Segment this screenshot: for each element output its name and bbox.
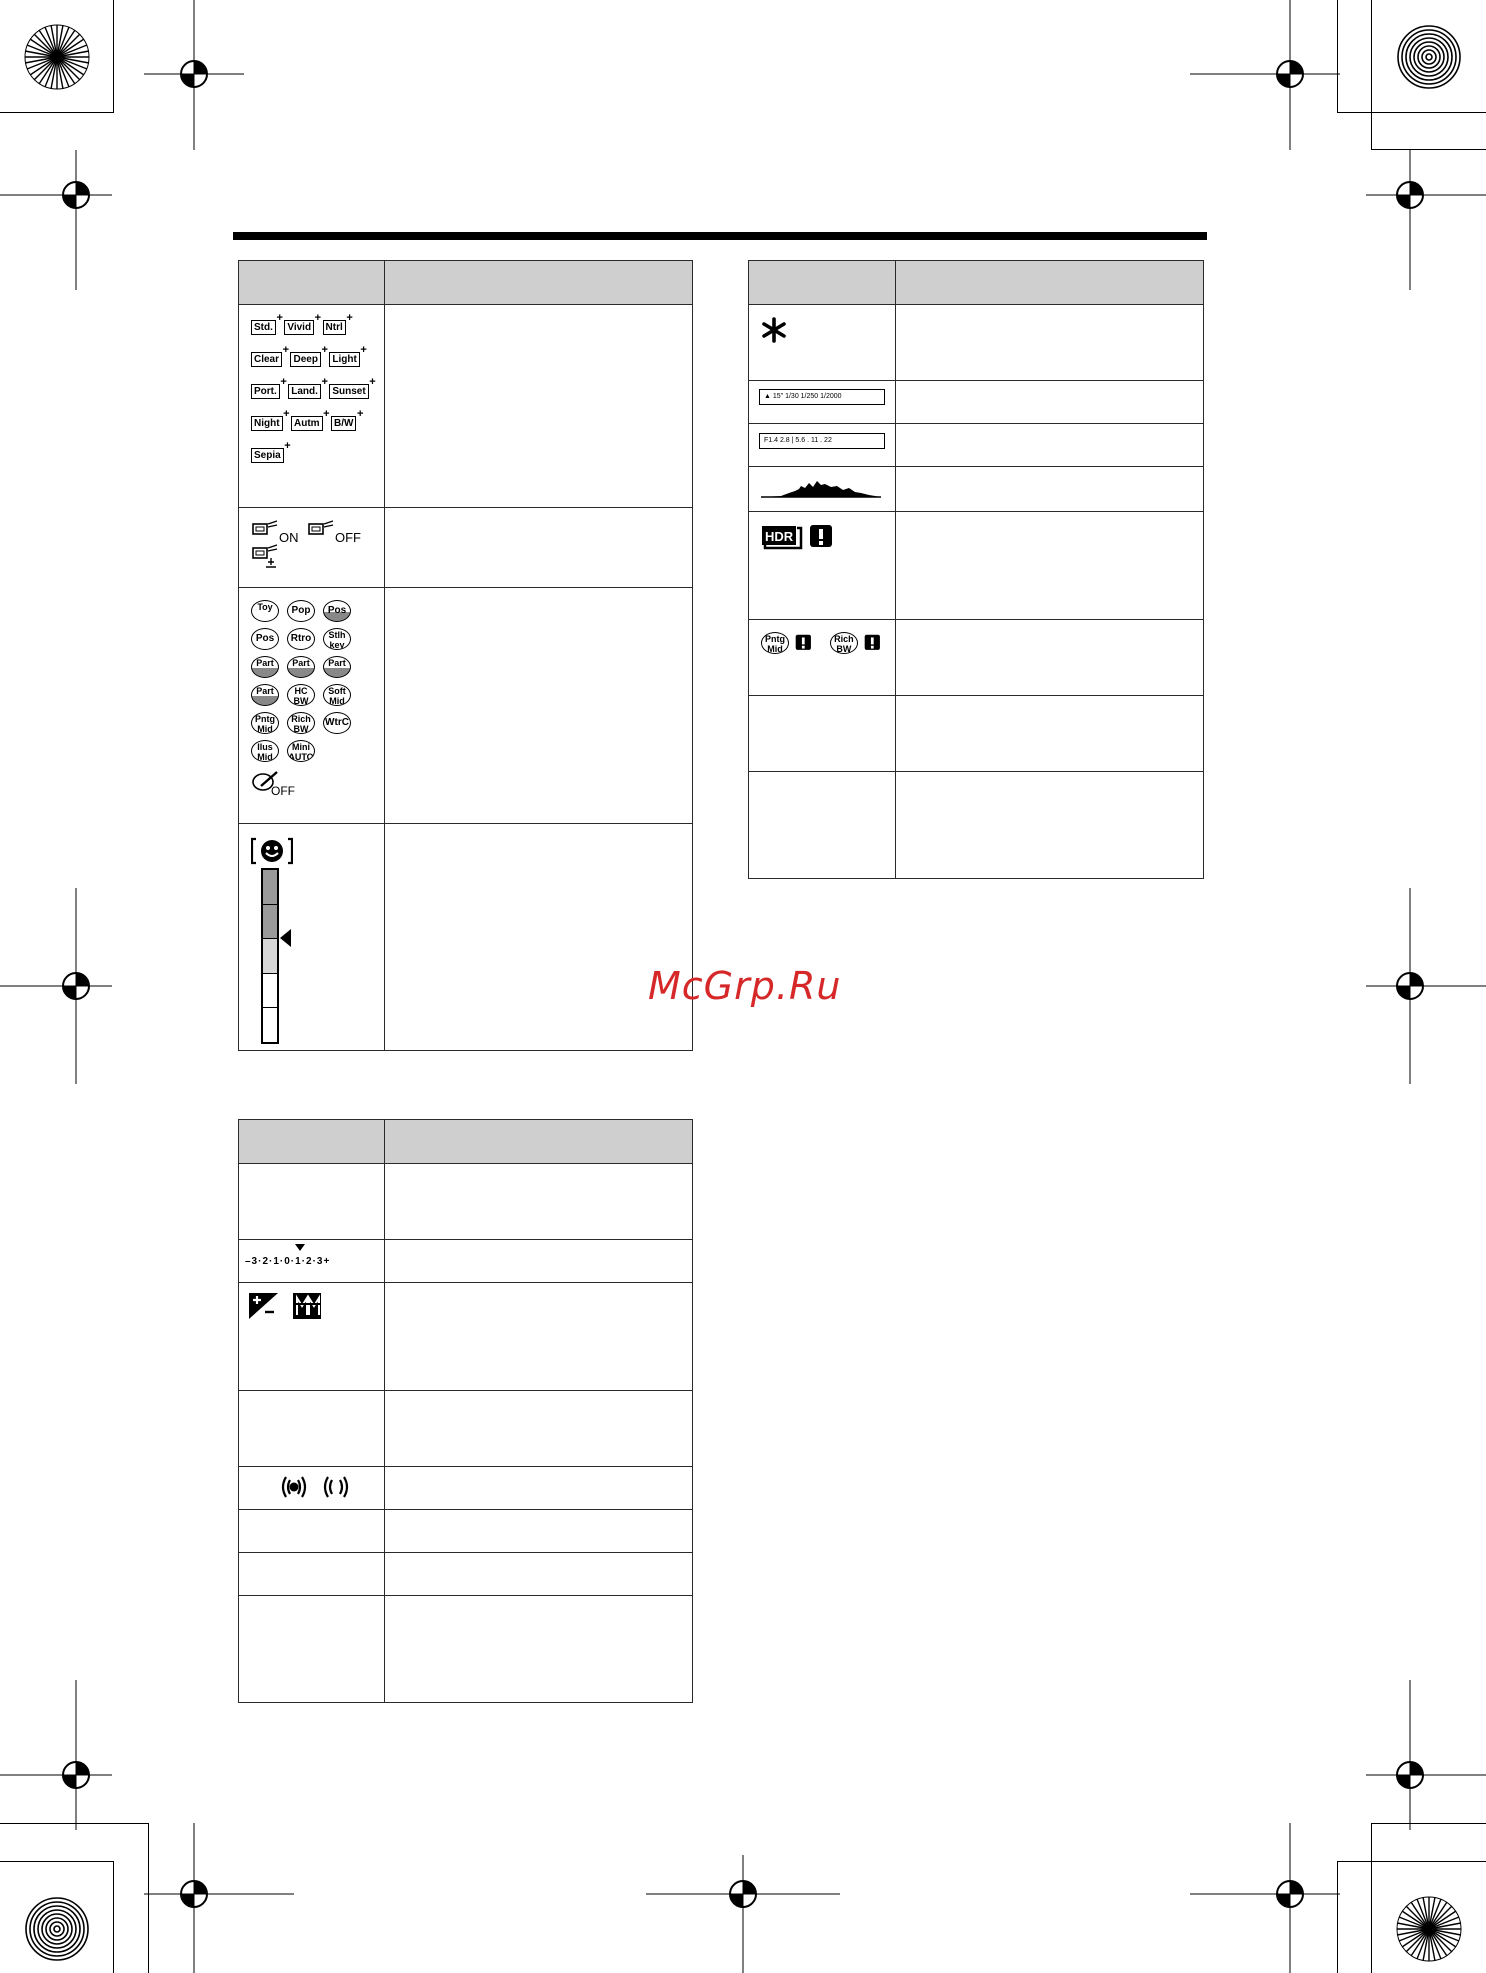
- effect-icon: Mini AUTO: [288, 742, 314, 762]
- indicator-table-left-top: [238, 260, 693, 1051]
- shutter-speed-scale: ▲ 15" 1/30 1/250 1/2000: [759, 389, 885, 405]
- picture-effect-icons: [239, 588, 385, 824]
- table-header-indication: [385, 1120, 693, 1164]
- description-cell: [385, 508, 693, 588]
- table-header-display: [749, 261, 896, 305]
- effect-icon: HC BW: [287, 684, 315, 706]
- picture-style-tag: Sunset +: [329, 384, 368, 399]
- description-cell: [385, 588, 693, 824]
- crosshair-registration-icon: [646, 1855, 840, 1973]
- description-cell: [896, 696, 1204, 772]
- flash-mode-icons: [239, 508, 385, 588]
- description-cell: [896, 467, 1204, 512]
- concentric-target-icon: [1396, 24, 1462, 90]
- effect-icon: Part: [287, 656, 315, 678]
- effect-icon: Part: [323, 656, 351, 678]
- effect-icon: Part: [251, 656, 279, 678]
- concentric-target-icon: [24, 1896, 90, 1962]
- meter-level-pointer-icon: [280, 929, 292, 947]
- aperture-scale: [759, 433, 885, 449]
- picture-style-icons: [239, 305, 385, 508]
- shutter-scale-cell: [749, 381, 896, 424]
- aperture-scale-cell: [749, 424, 896, 467]
- description-cell: [385, 1283, 693, 1391]
- flash-off-icon: [307, 520, 367, 544]
- picture-effect-warning-cell: [749, 620, 896, 696]
- indicator-table-right-top: [748, 260, 1204, 879]
- ev-scale-pointer-icon: [295, 1244, 305, 1252]
- description-cell: [385, 1391, 693, 1467]
- description-cell: [385, 824, 693, 1051]
- picture-style-tag: Vivid +: [284, 320, 314, 335]
- description-cell: [385, 1553, 693, 1596]
- flash-auto-icon: [251, 544, 291, 570]
- ev-scale: –3·2·1·0·1·2·3+: [245, 1256, 331, 1267]
- picture-style-tag: Autm +: [291, 416, 323, 431]
- crosshair-registration-icon: [1366, 888, 1486, 1084]
- ae-lock-cell: [749, 305, 896, 381]
- effect-off-label: OFF: [271, 784, 295, 796]
- effect-icon: Rtro: [287, 628, 315, 650]
- empty-icon-cell: [239, 1596, 385, 1703]
- table-header-display: [239, 1120, 385, 1164]
- aperture-scale-text: F1.4 2.8 | 5.6 . 11 . 22: [764, 437, 832, 444]
- empty-icon-cell: [749, 696, 896, 772]
- steadyshot-warning-icon: [321, 1475, 351, 1499]
- picture-style-tag: Night +: [251, 416, 283, 431]
- effect-icon: Pop: [287, 600, 315, 622]
- steadyshot-cell: [239, 1467, 385, 1510]
- exposure-compensation-cell: [239, 1283, 385, 1391]
- crosshair-registration-icon: [1190, 0, 1340, 150]
- warning-exclamation-icon: [864, 634, 882, 652]
- effect-icon: Pos: [323, 600, 351, 622]
- table-header-indication: [385, 261, 693, 305]
- auto-hdr-warning-cell: [749, 512, 896, 620]
- empty-icon-cell: [239, 1553, 385, 1596]
- warning-exclamation-icon: [809, 524, 835, 550]
- description-cell: [385, 1164, 693, 1240]
- histogram-icon: [761, 471, 881, 499]
- description-cell: [896, 512, 1204, 620]
- table-header-display: [239, 261, 385, 305]
- effect-icon: Ilus Mid: [251, 740, 279, 762]
- effect-icon: Part: [251, 684, 279, 706]
- description-cell: [385, 1510, 693, 1553]
- histogram-cell: [749, 467, 896, 512]
- description-cell: [896, 305, 1204, 381]
- watermark: McGrp.Ru: [648, 964, 842, 1008]
- effect-icon: Pos: [251, 628, 279, 650]
- flash-on-label: ON: [279, 530, 299, 544]
- effect-icon: Rich BW: [287, 712, 315, 734]
- effect-icon: Pntg Mid: [761, 632, 789, 654]
- description-cell: [896, 772, 1204, 879]
- flash-on-icon: [251, 520, 299, 544]
- effect-icon: WtrC: [323, 712, 351, 734]
- smile-face-icon: [251, 836, 293, 866]
- effect-icon: Toy: [251, 600, 279, 622]
- effect-icon: Rich BW: [830, 632, 858, 654]
- empty-icon-cell: [239, 1391, 385, 1467]
- empty-icon-cell: [749, 772, 896, 879]
- smile-sensitivity-meter: [261, 868, 279, 1044]
- metered-manual-icon: [293, 1293, 323, 1319]
- shutter-scale-text: 15" 1/30 1/250 1/2000: [772, 393, 842, 400]
- hdr-label: HDR: [765, 529, 794, 544]
- registration-rosette-icon: [24, 24, 90, 90]
- exposure-compensation-icon: [249, 1293, 279, 1319]
- crosshair-registration-icon: [0, 150, 120, 290]
- picture-style-tag: B/W +: [331, 416, 356, 431]
- description-cell: [385, 1596, 693, 1703]
- description-cell: [896, 381, 1204, 424]
- ev-scale-cell: [239, 1240, 385, 1283]
- effect-off-icon: [251, 770, 301, 796]
- picture-style-tag: Deep +: [290, 352, 320, 367]
- crosshair-registration-icon: [1190, 1823, 1340, 1973]
- picture-style-tag: Clear +: [251, 352, 282, 367]
- picture-style-tag: Sepia +: [251, 448, 284, 463]
- flash-off-label: OFF: [335, 530, 362, 544]
- effect-icon: Stlh key: [323, 628, 351, 650]
- section-rule: [233, 232, 1207, 240]
- crosshair-registration-icon: [1366, 1680, 1486, 1830]
- empty-icon-cell: [239, 1164, 385, 1240]
- picture-style-tag: Std. +: [251, 320, 276, 335]
- warning-exclamation-icon: [795, 634, 813, 652]
- crosshair-registration-icon: [0, 888, 120, 1084]
- crosshair-registration-icon: [144, 1823, 294, 1973]
- crosshair-registration-icon: [1366, 150, 1486, 290]
- picture-style-tag: Ntrl +: [323, 320, 346, 335]
- steadyshot-on-icon: [279, 1475, 309, 1499]
- table-header-indication: [896, 261, 1204, 305]
- crosshair-registration-icon: [0, 1680, 120, 1830]
- picture-style-tag: Land. +: [288, 384, 321, 399]
- picture-style-tag: Port. +: [251, 384, 280, 399]
- description-cell: [896, 424, 1204, 467]
- description-cell: [385, 1240, 693, 1283]
- empty-icon-cell: [239, 1510, 385, 1553]
- indicator-table-left-bottom: [238, 1119, 693, 1703]
- description-cell: [385, 1467, 693, 1510]
- effect-icon: Soft Mid: [323, 684, 351, 706]
- registration-rosette-icon: [1396, 1896, 1462, 1962]
- ae-lock-asterisk-icon: [761, 317, 787, 343]
- hdr-icon: [761, 524, 805, 550]
- crosshair-registration-icon: [144, 0, 244, 150]
- description-cell: [896, 620, 1204, 696]
- description-cell: [385, 305, 693, 508]
- effect-icon: Pntg Mid: [251, 712, 279, 734]
- picture-style-tag: Light +: [329, 352, 359, 367]
